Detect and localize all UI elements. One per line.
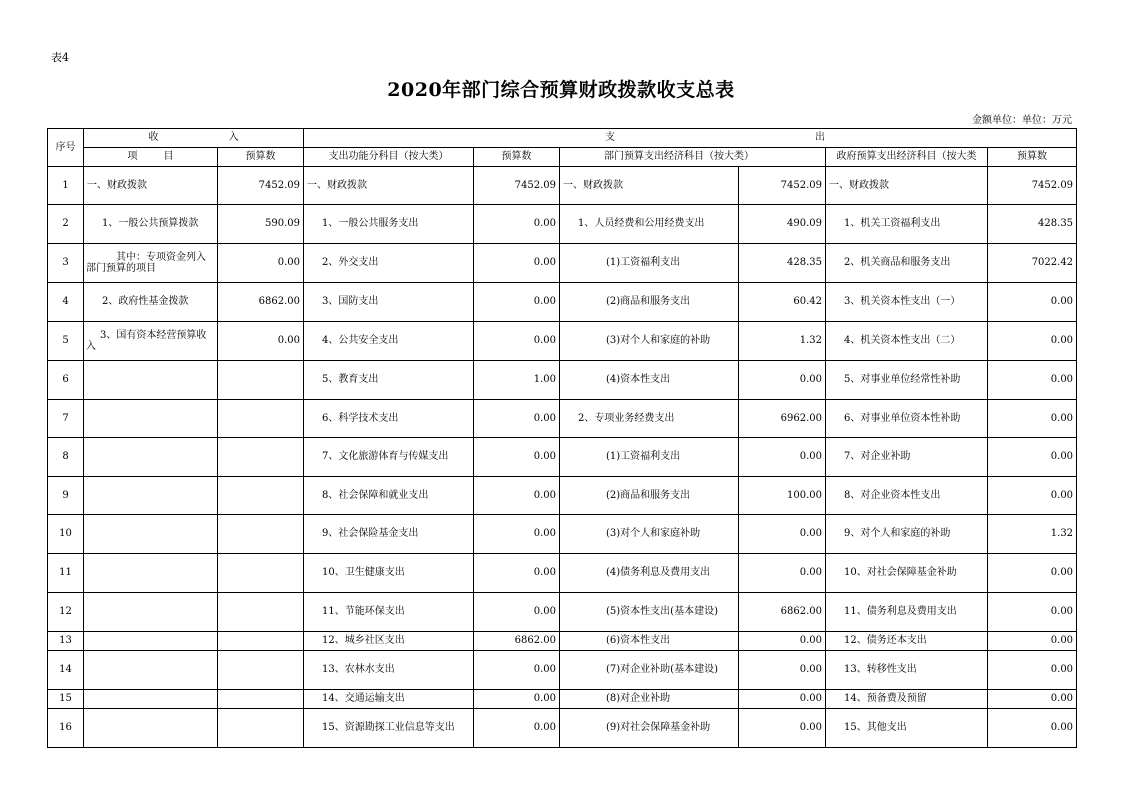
gov-econ-amount: 0.00 (988, 400, 1077, 438)
income-amount (218, 400, 304, 438)
dept-econ-amount: 6862.00 (738, 593, 825, 631)
dept-econ-item (560, 709, 826, 748)
func-class-item: 5、教育支出 (304, 361, 474, 400)
dept-econ-item (560, 515, 826, 554)
table-row (48, 651, 1077, 690)
row-seq: 16 (48, 709, 84, 748)
func-class-item: 9、社会保险基金支出 (304, 515, 474, 554)
dept-econ-item (560, 651, 826, 690)
gov-econ-item: 14、预备费及预留 (826, 690, 988, 709)
func-class-amount: 0.00 (474, 205, 560, 244)
income-amount (218, 361, 304, 400)
func-class-item: 8、社会保障和就业支出 (304, 477, 474, 515)
table-row (48, 515, 1077, 554)
table-row (48, 244, 1077, 283)
func-class-item: 10、卫生健康支出 (304, 554, 474, 593)
header-expense-char2: 出 (815, 132, 826, 143)
dept-econ-amount: 428.35 (738, 244, 825, 282)
income-item (84, 477, 218, 515)
header-item-char1: 项 (127, 151, 138, 162)
dept-econ-item (560, 477, 826, 515)
income-item (84, 554, 218, 593)
row-seq: 13 (48, 632, 84, 651)
dept-econ-item (560, 438, 826, 477)
dept-econ-amount: 0.00 (738, 361, 825, 399)
gov-econ-item: 7、对企业补助 (826, 438, 988, 477)
gov-econ-item: 8、对企业资本性支出 (826, 477, 988, 515)
gov-econ-amount: 1.32 (988, 515, 1077, 554)
func-class-amount: 0.00 (474, 554, 560, 593)
income-amount (218, 554, 304, 593)
amount-unit-label: 金额单位：单位：万元 (972, 115, 1072, 126)
header-row-columns (48, 148, 1077, 167)
table-number: 表4 (51, 51, 69, 64)
gov-econ-amount: 0.00 (988, 477, 1077, 515)
gov-econ-amount: 0.00 (988, 651, 1077, 690)
dept-econ-item (560, 205, 826, 244)
func-class-amount: 0.00 (474, 593, 560, 632)
dept-econ-item (560, 244, 826, 283)
dept-econ-item-label: (7)对企业补助(基本建设) (606, 664, 718, 675)
row-seq: 4 (48, 283, 84, 322)
gov-econ-item: 12、债务还本支出 (826, 632, 988, 651)
dept-econ-item-label: 2、专项业务经费支出 (578, 412, 675, 424)
income-item (84, 709, 218, 748)
func-class-amount: 0.00 (474, 477, 560, 515)
gov-econ-item: 6、对事业单位资本性补助 (826, 400, 988, 438)
income-item (84, 632, 218, 651)
row-seq: 12 (48, 593, 84, 632)
gov-econ-amount: 428.35 (988, 205, 1077, 244)
row-seq: 7 (48, 400, 84, 438)
gov-econ-item: 11、债务利息及费用支出 (826, 593, 988, 632)
header-income-item (84, 148, 218, 167)
func-class-amount: 0.00 (474, 651, 560, 690)
income-item: 其中：专项资金列入部门预算的项目 (84, 244, 218, 283)
dept-econ-item-label: 1、人员经费和公用经费支出 (578, 218, 705, 229)
income-amount (218, 632, 304, 651)
dept-econ-amount: 0.00 (738, 690, 825, 708)
dept-econ-amount: 100.00 (738, 477, 825, 514)
table-row (48, 283, 1077, 322)
dept-econ-item (560, 400, 826, 438)
income-amount (218, 593, 304, 632)
func-class-item: 12、城乡社区支出 (304, 632, 474, 651)
income-item (84, 361, 218, 400)
header-income-char1: 收 (148, 132, 159, 143)
dept-econ-item-label: (8)对企业补助 (606, 693, 671, 704)
table-row (48, 690, 1077, 709)
income-item: 2、政府性基金拨款 (84, 283, 218, 322)
gov-econ-item: 5、对事业单位经常性补助 (826, 361, 988, 400)
gov-econ-amount: 0.00 (988, 632, 1077, 651)
func-class-item: 7、文化旅游体育与传媒支出 (304, 438, 474, 477)
table-row (48, 593, 1077, 632)
income-amount: 590.09 (218, 205, 304, 244)
table-row (48, 632, 1077, 651)
header-seq: 序号 (48, 129, 84, 167)
gov-econ-amount: 0.00 (988, 593, 1077, 632)
table-row (48, 709, 1077, 748)
gov-econ-amount: 7452.09 (988, 167, 1077, 205)
income-item (84, 400, 218, 438)
dept-econ-item (560, 167, 826, 205)
func-class-amount: 7452.09 (474, 167, 560, 205)
dept-econ-item-label: (6)资本性支出 (606, 635, 671, 646)
dept-econ-item-label: (2)商品和服务支出 (606, 296, 691, 307)
dept-econ-item-label: (3)对个人和家庭补助 (606, 528, 701, 539)
row-seq: 10 (48, 515, 84, 554)
row-seq: 6 (48, 361, 84, 400)
income-amount (218, 690, 304, 709)
func-class-amount: 0.00 (474, 515, 560, 554)
header-income (84, 129, 304, 148)
row-seq: 9 (48, 477, 84, 515)
income-item (84, 438, 218, 477)
income-item: 1、一般公共预算拨款 (84, 205, 218, 244)
income-item (84, 651, 218, 690)
dept-econ-item-label: (4)债务利息及费用支出 (606, 567, 711, 578)
header-gov-budget: 预算数 (988, 148, 1077, 167)
dept-econ-amount: 60.42 (738, 283, 825, 321)
gov-econ-amount: 0.00 (988, 554, 1077, 593)
income-item (84, 593, 218, 632)
gov-econ-item: 1、机关工资福利支出 (826, 205, 988, 244)
func-class-amount: 0.00 (474, 322, 560, 361)
dept-econ-item (560, 554, 826, 593)
gov-econ-amount: 0.00 (988, 322, 1077, 361)
gov-econ-amount: 0.00 (988, 361, 1077, 400)
dept-econ-item-label: (1)工资福利支出 (606, 451, 681, 462)
gov-econ-item: 4、机关资本性支出（二） (826, 322, 988, 361)
dept-econ-item (560, 322, 826, 361)
dept-econ-item-label: (1)工资福利支出 (606, 257, 681, 268)
dept-econ-item (560, 690, 826, 709)
page-title: 2020年部门综合预算财政拨款收支总表 (387, 79, 735, 101)
func-class-item: 15、资源勘探工业信息等支出 (304, 709, 474, 748)
income-item: 一、财政拨款 (84, 167, 218, 205)
func-class-amount: 0.00 (474, 709, 560, 748)
gov-econ-item: 9、对个人和家庭的补助 (826, 515, 988, 554)
row-seq: 8 (48, 438, 84, 477)
gov-econ-item: 3、机关资本性支出（一） (826, 283, 988, 322)
header-dept-econ: 部门预算支出经济科目（按大类） (560, 148, 826, 167)
func-class-amount: 0.00 (474, 438, 560, 477)
table-row (48, 438, 1077, 477)
dept-econ-amount: 0.00 (738, 554, 825, 592)
func-class-amount: 0.00 (474, 283, 560, 322)
func-class-item: 一、财政拨款 (304, 167, 474, 205)
header-expense-char1: 支 (605, 132, 616, 143)
func-class-item: 1、一般公共服务支出 (304, 205, 474, 244)
dept-econ-amount: 1.32 (738, 322, 825, 360)
dept-econ-item (560, 361, 826, 400)
gov-econ-item: 15、其他支出 (826, 709, 988, 748)
dept-econ-item-label: (3)对个人和家庭的补助 (606, 335, 711, 346)
dept-econ-amount: 7452.09 (738, 167, 825, 204)
header-func-budget: 预算数 (474, 148, 560, 167)
dept-econ-amount: 490.09 (738, 205, 825, 243)
income-item: 3、国有资本经营预算收入 (84, 322, 218, 361)
table-row (48, 400, 1077, 438)
income-amount (218, 709, 304, 748)
row-seq: 14 (48, 651, 84, 690)
dept-econ-amount: 0.00 (738, 709, 825, 747)
header-income-budget: 预算数 (218, 148, 304, 167)
gov-econ-amount: 0.00 (988, 283, 1077, 322)
income-amount: 0.00 (218, 322, 304, 361)
row-seq: 5 (48, 322, 84, 361)
table-row (48, 554, 1077, 593)
row-seq: 2 (48, 205, 84, 244)
dept-econ-item-label: 一、财政拨款 (563, 179, 623, 191)
header-item-char2: 目 (163, 151, 174, 162)
func-class-amount: 0.00 (474, 244, 560, 283)
gov-econ-item: 13、转移性支出 (826, 651, 988, 690)
table-row (48, 205, 1077, 244)
row-seq: 1 (48, 167, 84, 205)
row-seq: 15 (48, 690, 84, 709)
dept-econ-item-label: (5)资本性支出(基本建设) (606, 606, 718, 617)
func-class-item: 4、公共安全支出 (304, 322, 474, 361)
gov-econ-amount: 7022.42 (988, 244, 1077, 283)
table-row (48, 167, 1077, 205)
func-class-item: 3、国防支出 (304, 283, 474, 322)
income-amount (218, 515, 304, 554)
header-func-class: 支出功能分科目（按大类） (304, 148, 474, 167)
func-class-amount: 0.00 (474, 400, 560, 438)
dept-econ-amount: 0.00 (738, 632, 825, 650)
table-row (48, 361, 1077, 400)
dept-econ-item (560, 283, 826, 322)
dept-econ-amount: 0.00 (738, 515, 825, 553)
dept-econ-item-label: (9)对社会保障基金补助 (606, 722, 711, 733)
budget-summary-table (47, 128, 1077, 748)
func-class-item: 14、交通运输支出 (304, 690, 474, 709)
income-item (84, 690, 218, 709)
gov-econ-item: 2、机关商品和服务支出 (826, 244, 988, 283)
income-item (84, 515, 218, 554)
header-row-group (48, 129, 1077, 148)
dept-econ-item (560, 593, 826, 632)
income-amount (218, 651, 304, 690)
func-class-item: 13、农林水支出 (304, 651, 474, 690)
income-amount (218, 438, 304, 477)
func-class-amount: 0.00 (474, 690, 560, 709)
dept-econ-item-label: (2)商品和服务支出 (606, 489, 691, 501)
gov-econ-amount: 0.00 (988, 709, 1077, 748)
header-income-char2: 入 (228, 132, 239, 143)
income-amount (218, 477, 304, 515)
table-row (48, 477, 1077, 515)
gov-econ-item: 10、对社会保障基金补助 (826, 554, 988, 593)
header-gov-econ: 政府预算支出经济科目（按大类 (826, 148, 988, 167)
func-class-item: 11、节能环保支出 (304, 593, 474, 632)
row-seq: 11 (48, 554, 84, 593)
income-amount: 6862.00 (218, 283, 304, 322)
income-amount: 7452.09 (218, 167, 304, 205)
dept-econ-item-label: (4)资本性支出 (606, 374, 671, 385)
table-row (48, 322, 1077, 361)
header-expense (304, 129, 1077, 148)
gov-econ-amount: 0.00 (988, 690, 1077, 709)
func-class-amount: 6862.00 (474, 632, 560, 651)
income-amount: 0.00 (218, 244, 304, 283)
gov-econ-item: 一、财政拨款 (826, 167, 988, 205)
row-seq: 3 (48, 244, 84, 283)
dept-econ-amount: 0.00 (738, 651, 825, 689)
func-class-item: 6、科学技术支出 (304, 400, 474, 438)
func-class-amount: 1.00 (474, 361, 560, 400)
gov-econ-amount: 0.00 (988, 438, 1077, 477)
dept-econ-amount: 0.00 (738, 438, 825, 476)
dept-econ-amount: 6962.00 (738, 400, 825, 437)
dept-econ-item (560, 632, 826, 651)
func-class-item: 2、外交支出 (304, 244, 474, 283)
